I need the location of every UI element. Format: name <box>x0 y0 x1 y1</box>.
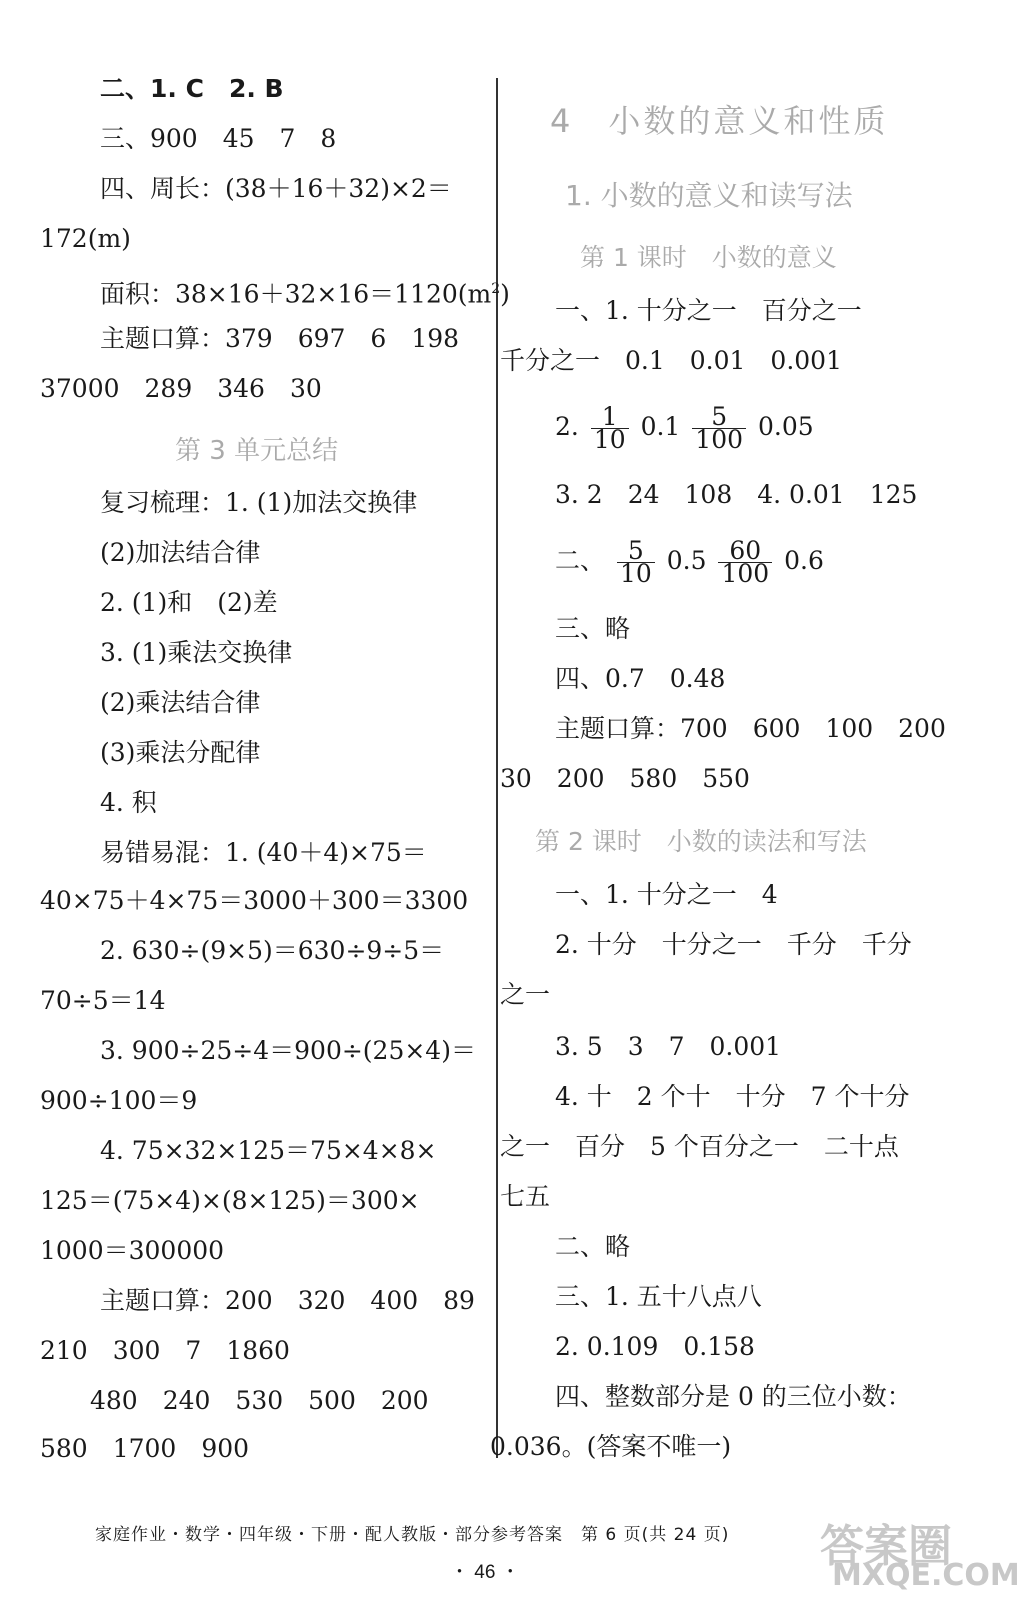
answer-line: 3. 5 3 7 0.001 <box>555 1032 782 1061</box>
answer-line: 三、1. 五十八点八 <box>555 1282 762 1311</box>
answer-line: 2. $\frac{1}{10}$ 0.1 $\frac{5}{100}$ 0.05 <box>555 402 814 454</box>
answer-line: 580 1700 900 <box>40 1434 250 1463</box>
answer-line: 四、整数部分是 0 的三位小数： <box>555 1382 912 1411</box>
answer-line: 之一 <box>500 980 551 1009</box>
answer-line: 125＝(75×4)×(8×125)＝300× <box>40 1186 420 1215</box>
answer-line: 四、周长：(38＋16＋32)×2＝ <box>100 174 452 203</box>
fraction: $\frac{60}{100}$ <box>718 540 772 585</box>
answer-line: 七五 <box>500 1182 551 1211</box>
answer-line: 70÷5＝14 <box>40 986 166 1015</box>
answer-line: (2)乘法结合律 <box>100 688 261 717</box>
answer-line: 主题口算：200 320 400 89 <box>100 1286 475 1315</box>
answer-line: 37000 289 346 30 <box>40 374 322 403</box>
answer-line: 30 200 580 550 <box>500 764 750 793</box>
answer-line: 2. 0.109 0.158 <box>555 1332 755 1361</box>
page-number: ・ 46 ・ <box>450 1562 520 1583</box>
answer-line: 一、1. 十分之一 百分之一 <box>555 296 862 325</box>
answer-line: 0.036。(答案不唯一) <box>490 1432 732 1461</box>
answer-line: 3. 900÷25÷4＝900÷(25×4)＝ <box>100 1036 476 1065</box>
answer-line: 2. 十分 十分之一 千分 千分 <box>555 930 912 959</box>
answer-line: 面积：$38\times 16+32\times 16=1120(m^2)$ <box>100 279 510 309</box>
answer-line: 二、1. C 2. B <box>100 74 284 103</box>
section-title: 1. 小数的意义和读写法 <box>565 179 853 212</box>
fraction: $\frac{5}{10}$ <box>617 540 655 585</box>
answer-line: 3. 2 24 108 4. 0.01 125 <box>555 480 918 509</box>
answer-line: 1000＝300000 <box>40 1236 225 1265</box>
answer-line: 210 300 7 1860 <box>40 1336 290 1365</box>
answer-line: 二、 $\frac{5}{10}$ 0.5 $\frac{60}{100}$ 0.6 <box>555 536 824 588</box>
answer-line: 之一 百分 5 个百分之一 二十点 <box>500 1132 899 1161</box>
answer-line: 4. 积 <box>100 788 157 817</box>
answer-line: 四、0.7 0.48 <box>555 664 726 693</box>
answer-line: 480 240 530 500 200 <box>90 1386 429 1415</box>
answer-line: 易错易混：1. (40＋4)×75＝ <box>100 838 427 867</box>
answer-line: 40×75＋4×75＝3000＋300＝3300 <box>40 886 469 915</box>
answer-line: (2)加法结合律 <box>100 538 261 567</box>
answer-line: 2. (1)和 (2)差 <box>100 588 278 617</box>
answer-line: 2. 630÷(9×5)＝630÷9÷5＝ <box>100 936 445 965</box>
section-title: 第 3 单元总结 <box>175 436 339 466</box>
answer-line: 主题口算：379 697 6 198 <box>100 324 460 353</box>
lesson-title: 第 2 课时 小数的读法和写法 <box>535 827 867 856</box>
watermark-logo: 答案圈 <box>820 1521 952 1572</box>
answer-line: (3)乘法分配律 <box>100 738 261 767</box>
answer-line: 二、略 <box>555 1232 631 1261</box>
answer-line: 一、1. 十分之一 4 <box>555 880 778 909</box>
answer-line: 900÷100＝9 <box>40 1086 198 1115</box>
fraction: $\frac{5}{100}$ <box>692 406 746 451</box>
page-footer: 家庭作业・数学・四年级・下册・配人教版・部分参考答案 第 6 页(共 24 页) <box>95 1525 730 1545</box>
answer-line: 3. (1)乘法交换律 <box>100 638 293 667</box>
watermark-url: MXQE.COM <box>832 1558 1020 1593</box>
lesson-title: 第 1 课时 小数的意义 <box>580 243 837 272</box>
answer-line: 复习梳理：1. (1)加法交换律 <box>100 488 418 517</box>
answer-line: 主题口算：700 600 100 200 <box>555 714 946 743</box>
chapter-title: 4 小数的意义和性质 <box>550 102 889 140</box>
answer-line: 4. 十 2 个十 十分 7 个十分 <box>555 1082 910 1111</box>
answer-line: 三、900 45 7 8 <box>100 124 337 153</box>
fraction: $\frac{1}{10}$ <box>591 406 629 451</box>
answer-line: 三、略 <box>555 614 631 643</box>
answer-line: 4. 75×32×125＝75×4×8× <box>100 1136 437 1165</box>
answer-line: 千分之一 0.1 0.01 0.001 <box>500 346 842 375</box>
answer-line: 172(m) <box>40 224 131 253</box>
